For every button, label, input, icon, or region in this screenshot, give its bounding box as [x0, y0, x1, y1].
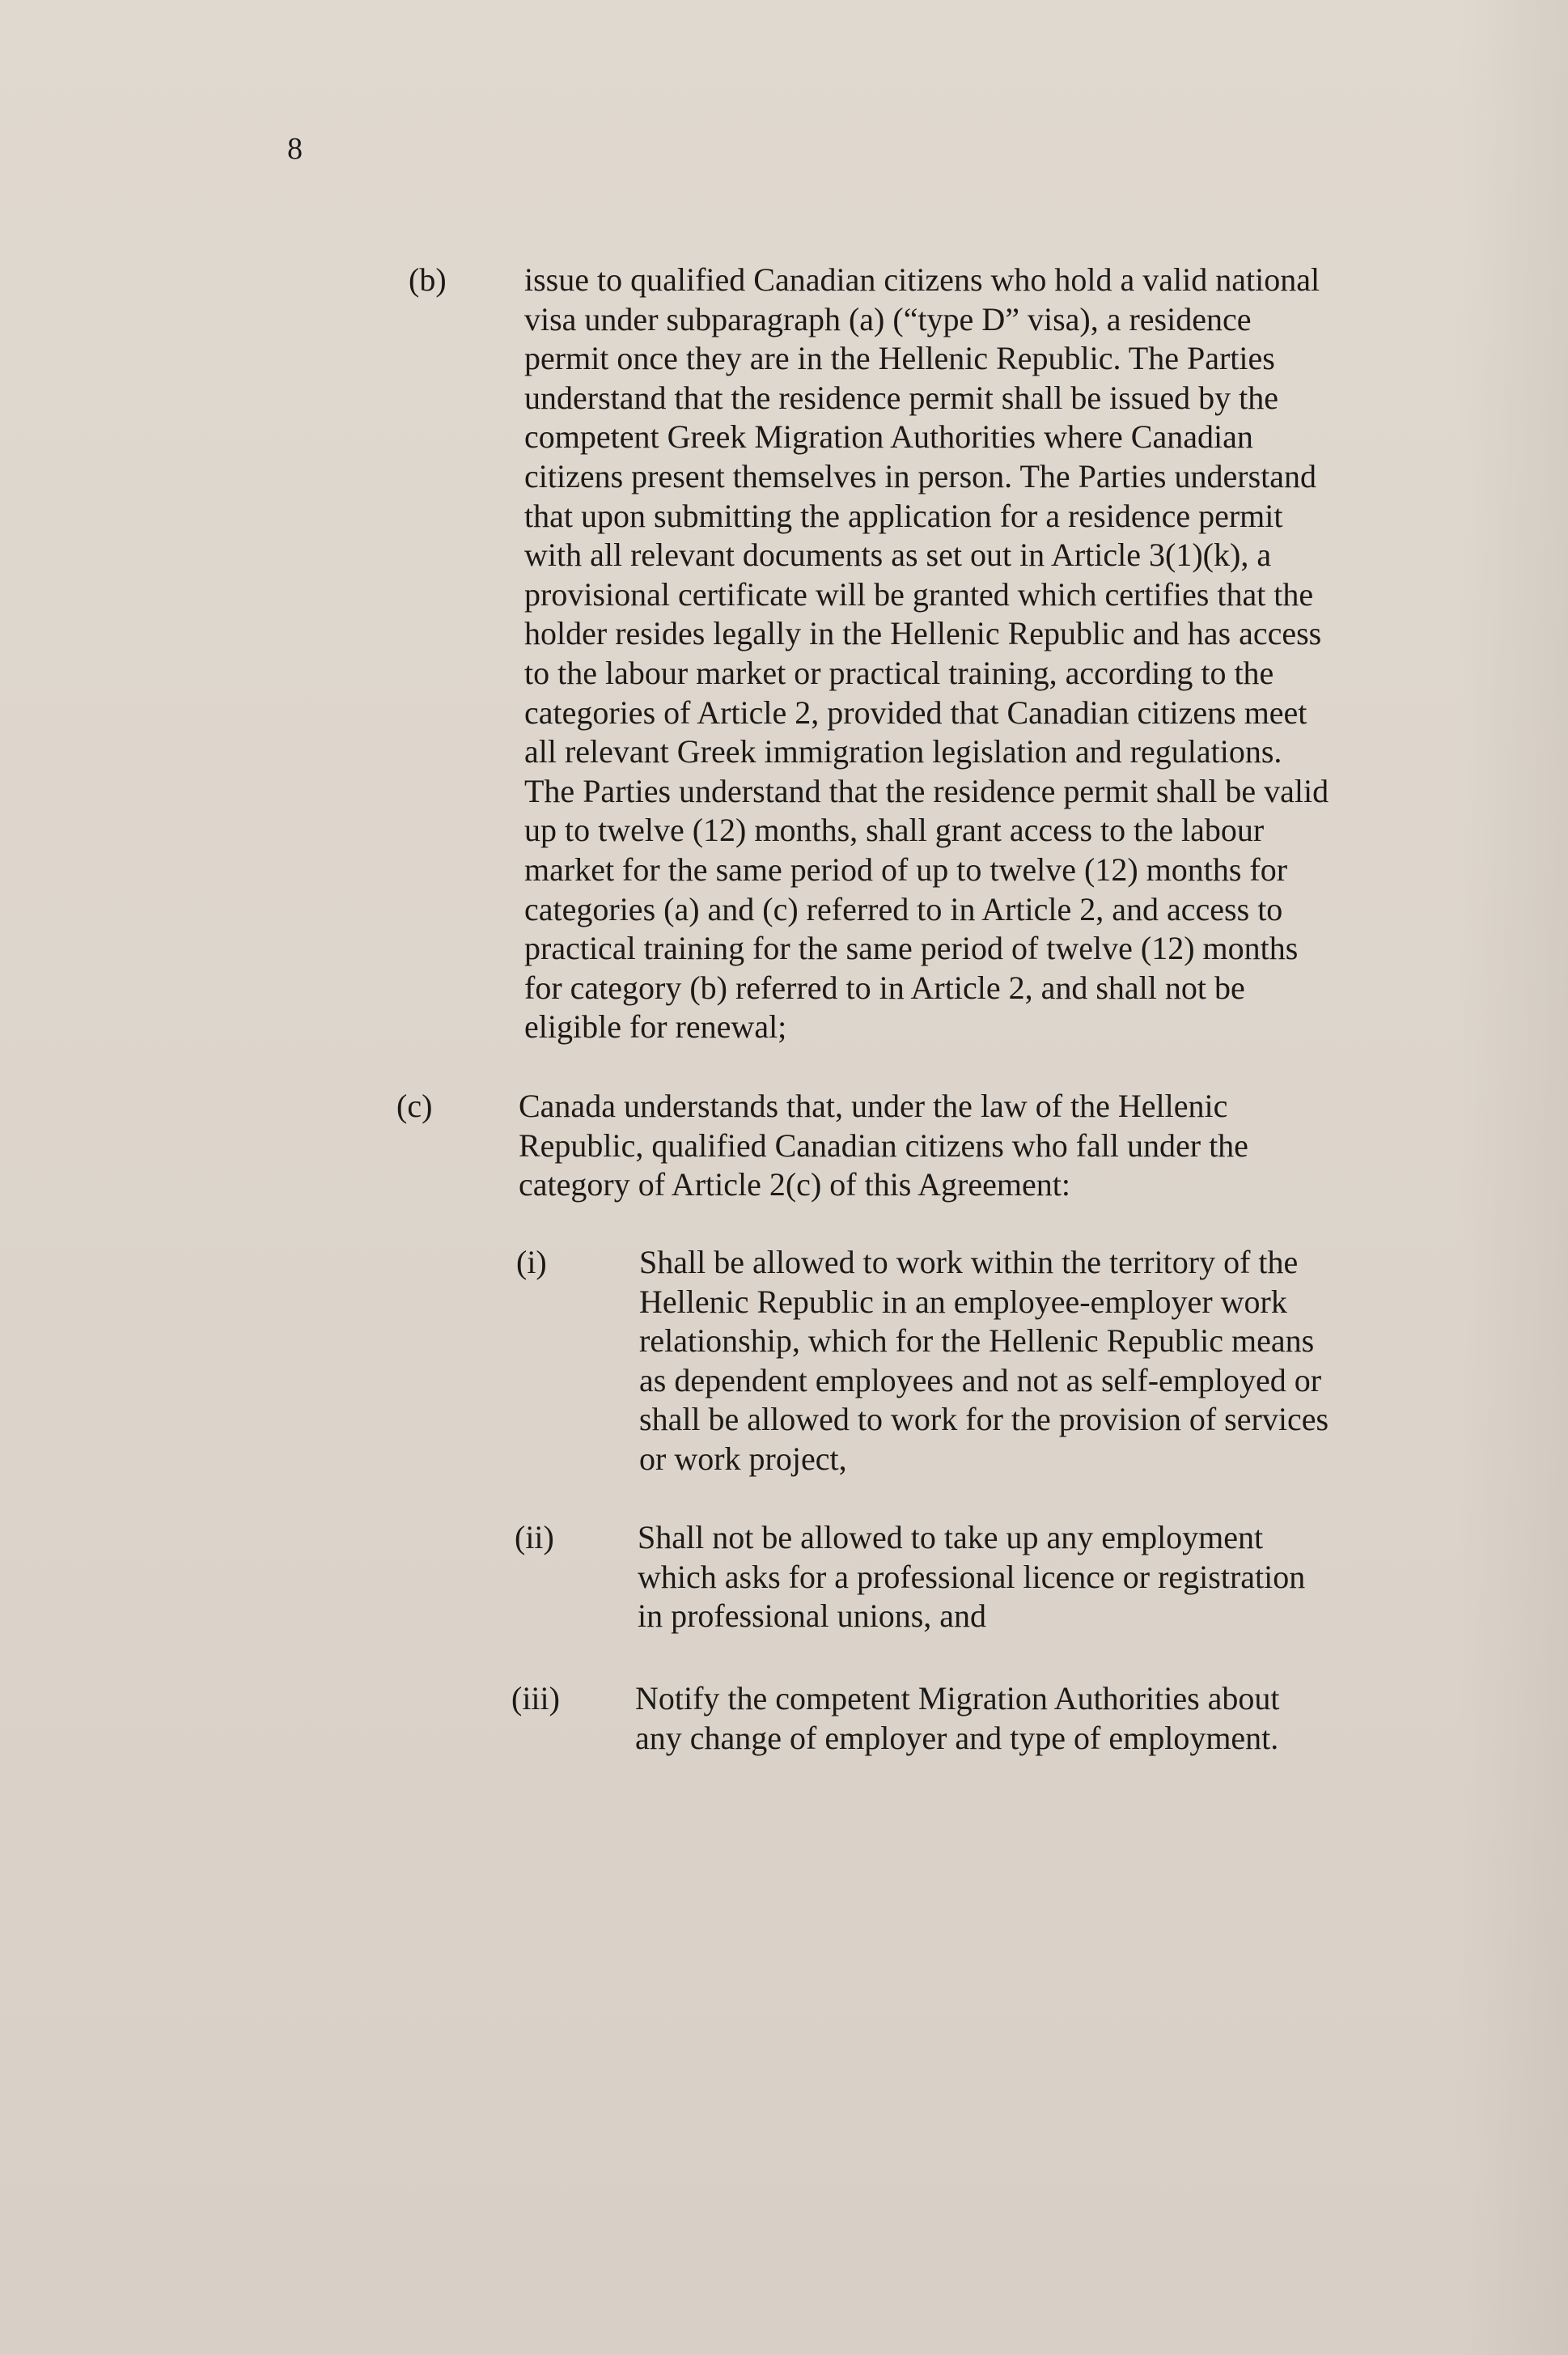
paragraph-line: as dependent employees and not as self-employed or — [639, 1361, 1322, 1398]
list-item-iii-text — [635, 1679, 1379, 1758]
paragraph-line: Shall be allowed to work within the territory of the — [639, 1244, 1299, 1280]
paragraph-line: understand that the residence permit shall be issued by the — [524, 379, 1278, 416]
paragraph-line: with all relevant documents as set out in Article 3(1)(k), a — [524, 537, 1272, 574]
paragraph-line: categories of Article 2, provided that Canadian citizens meet — [524, 694, 1307, 731]
list-item-iii-label: (iii) — [511, 1680, 560, 1716]
list-item-i-text — [639, 1243, 1384, 1479]
paragraph-line: Canada understands that, under the law of the Hellenic — [519, 1088, 1228, 1124]
paragraph-line: for category (b) referred to in Article 2, and shall not be — [524, 969, 1245, 1006]
paragraph-line: eligible for renewal; — [524, 1008, 787, 1046]
list-item-i-label: (i) — [516, 1244, 547, 1280]
paragraph-line: The Parties understand that the residence permit shall be valid — [524, 772, 1329, 809]
paragraph-c-text — [519, 1087, 1376, 1205]
paragraph-line: in professional unions, and — [638, 1598, 987, 1635]
paragraph-line: shall be allowed to work for the provision of services — [639, 1401, 1329, 1438]
page-number: 8 — [287, 132, 303, 166]
paragraph-line: relationship, which for the Hellenic Republic means — [639, 1322, 1315, 1360]
paragraph-line: practical training for the same period of twelve (12) months — [524, 930, 1299, 967]
list-item-ii-text — [638, 1518, 1382, 1636]
paragraph-line: or work project, — [639, 1440, 847, 1477]
paragraph-c-label: (c) — [396, 1088, 433, 1124]
paragraph-line: citizens present themselves in person. The Parties understand — [524, 457, 1317, 494]
paragraph-line: Notify the competent Migration Authorities about — [635, 1680, 1280, 1716]
paragraph-line: Republic, qualified Canadian citizens who fall under the — [519, 1127, 1248, 1164]
paragraph-line: market for the same period of up to twelve (12) months for — [524, 851, 1288, 888]
paragraph-line: all relevant Greek immigration legislation and regulations. — [524, 733, 1282, 770]
paragraph-line: any change of employer and type of employment. — [635, 1719, 1279, 1756]
paragraph-b-label: (b) — [409, 261, 447, 298]
paragraph-line: Shall not be allowed to take up any employment — [638, 1519, 1264, 1555]
paragraph-line: Hellenic Republic in an employee-employer work — [639, 1283, 1287, 1320]
paragraph-line: visa under subparagraph (a) (“type D” visa), a residence — [524, 300, 1252, 337]
paragraph-line: competent Greek Migration Authorities where Canadian — [524, 418, 1253, 456]
paragraph-line: which asks for a professional licence or registration — [638, 1558, 1306, 1595]
paragraph-line: permit once they are in the Hellenic Republic. The Parties — [524, 340, 1275, 377]
paragraph-line: up to twelve (12) months, shall grant access to the labour — [524, 812, 1265, 849]
paragraph-line: to the labour market or practical training, according to the — [524, 654, 1274, 691]
list-item-ii-label: (ii) — [515, 1519, 554, 1555]
paragraph-line: issue to qualified Canadian citizens who hold a valid national — [524, 261, 1320, 298]
paragraph-line: that upon submitting the application for a residence permit — [524, 497, 1283, 534]
paragraph-line: categories (a) and (c) referred to in Article 2, and access to — [524, 890, 1283, 927]
paragraph-line: holder resides legally in the Hellenic Republic and has access — [524, 615, 1322, 652]
paragraph-line: category of Article 2(c) of this Agreement: — [519, 1166, 1070, 1203]
paragraph-line: provisional certificate will be granted which certifies that the — [524, 575, 1314, 613]
paragraph-b-text — [524, 261, 1374, 1047]
